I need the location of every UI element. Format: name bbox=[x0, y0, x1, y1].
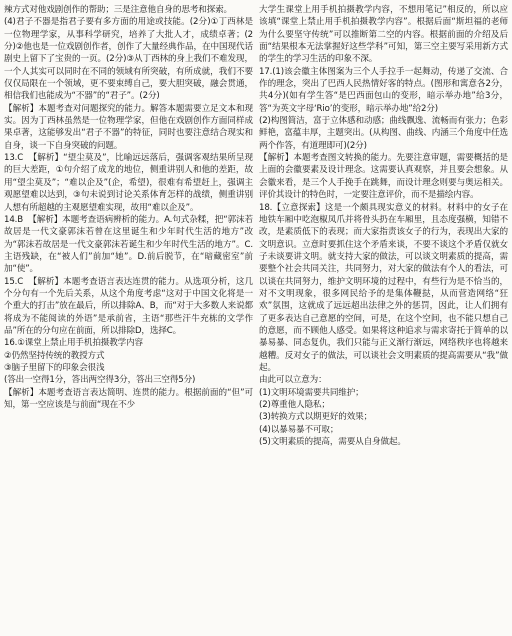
left-column bbox=[4, 4, 253, 634]
paragraph: 15.C 【解析】本题考查语言表达连贯的能力。从选项分析，这几个分句有一个先后关系，从这个角度考虑“这对于中国文化将是一个重大的打击”放在最后，所以排除A、B，而“对于大多数人来说都将成为不能阅读的外语”是承前省，主语“那些汗牛充栋的文学作品”所在的分句应在前面，所以排除D，选择C。 bbox=[4, 276, 253, 336]
paragraph: 由此可以立意为： bbox=[259, 375, 327, 386]
paragraph: 18.【立意探索】这是一个颇具现实意义的材料。材料中的女子在地铁车厢中吃泡椒凤爪并将骨头扔在车厢里，且态度强横，知错不改，是素质低下的表现；而大家指责该女子的行为，表现出大家的文明意识。立意时要抓住这个矛盾来谈，不要不谈这个矛盾仅就女子未谈要讲文明。就支持大家的做法，可以谈文明素质的提高，需要整个社会共同关注，共同努力，对大家的做法有个人的看法，可以谈在共同努力，维护文明环境的过程中，有些行为是不恰当的，对不文明现象，很多网民给予的是集体鞭挞，从而营造网络“狂欢”氛围，这就成了远远超出法律之外的惩罚，因此，让人们拥有了更多表达自己意愿的空间，可是，在这个空间，也不能只想自己的意愿，而不顾他人感受。如果将这种追求与需求寄托于简单的以暴易暴、同态复仇，我们只能与正义渐行渐远，网络秩序也将越来越糟。反对女子的做法，可以谈社会文明素质的提高需要从“我”做起。 bbox=[259, 202, 508, 373]
paragraph: 17.(1)该会徽主体图案为三个人手拉手一起舞动，传递了交流、合作的理念，突出了巴西人民热情好客的特点。(图形和寓意各2分，共4分)(如有学生答“是巴西面包山的变形，暗示举办地”给3分，答“为英文字母‘Rio’的变形，暗示举办地”给2分) bbox=[259, 66, 508, 114]
paragraph: 14.B 【解析】本题考查语病辨析的能力。A.句式杂糅，把“郭沫若故居是一代文豪郭沫若曾在这里诞生和少年时代生活的地方”改为“郭沫若故居是一代文豪郭沫若诞生和少年时代生活的地方”。C.主语残缺，在“被人们”前加“她”。D.前后脱节，在“暗藏密室”前加“使”。 bbox=[4, 214, 253, 275]
paragraph: 辣方式对他戏剧创作的帮助；三是注意他自身的思考和探索。 bbox=[4, 5, 232, 15]
paragraph: (2)尊重他人隐私； bbox=[259, 400, 330, 410]
paragraph: 【解析】本题考查语言表达简明、连贯的能力。根据前面的“但”可知，第一空应该是与前面“现在不少 bbox=[4, 387, 253, 410]
paragraph: (答出一空得1分，答出两空得3分，答出三空得5分) bbox=[4, 375, 196, 386]
paragraph: (4)君子不器是指君子要有多方面的用途或技能。(2分)①丁西林是一位物理学家，从事科学研究，培养了大批人才，成绩卓著；(2分)②他也是一位戏剧创作者，创作了大量经典作品，在中国现代话剧史上留下了宝贵的一页。(2分)③从丁西林的身上我们不难发现，一个人其实可以同时在不同的领域有所突破，有所成就，我们不要仅仅局限在一个领域，更不要束缚自己，要大胆突破，融会贯通，相信我们也能成为“不器”的“君子”。(2分) bbox=[4, 17, 253, 102]
paragraph: 13.C 【解析】“望尘莫及”，比喻远远落后，强调客观结果所呈现的巨大差距，①句介绍了成龙的地位，侧重讲别人和他的差距，故用“望尘莫及”；“难以企及”(企，希望)，很难有希望赶上，强调主观愿望难以达到，③句未说到讨论关系体育怎样的战绩，侧重讲别人想有所超越的主观愿望难实现，故用“难以企及”。 bbox=[4, 153, 253, 213]
paragraph: (3)转换方式以期更好的效果； bbox=[259, 412, 373, 423]
paragraph: (5)文明素质的提高，需要从自身做起。 bbox=[259, 437, 406, 448]
paragraph: ③脑子里留下的印象会很浅 bbox=[4, 362, 105, 373]
paragraph: (2)构图简洁，富于立体感和动感；曲线飘逸、流畅而有张力；色彩鲜艳，富蕴丰厚，主题突出。(从构图、曲线、内涵三个角度中任选两个作答，有道理即可)(2分) bbox=[259, 116, 508, 151]
paragraph: 16.①课堂上禁止用手机拍摄教学内容 bbox=[4, 338, 143, 349]
paragraph: 【解析】本题考查图文转换的能力。先要注意审题，需要概括的是上面的会徽要素及设计理念。这需要认真观察，并且要会想象。从会徽来看，是三个人手挽手在跳舞，而设计理念则要与奥运相关。评价其设计的特色时，一定要注意评价，而不是描绘内容。 bbox=[259, 153, 508, 201]
paragraph: 【解析】本题考查对问题探究的能力。解答本题需要立足文本和现实。因为丁西林虽然是一位物理学家，但他在戏剧创作方面同样成果卓著，这能够发出“君子不器”的特征，同时也要注意结合现实和自身，谈一下自身突破的问题。 bbox=[4, 103, 253, 151]
paragraph: ②仍然坚持传统的教授方式 bbox=[4, 350, 105, 361]
paragraph: (1)文明环境需要共同维护； bbox=[259, 387, 364, 398]
right-column bbox=[259, 4, 508, 634]
paragraph: 大学生课堂上用手机拍摄教学内容，不想用笔记”相反的，所以应该填“课堂上禁止用手机拍摄教学内容”。根据后面“斯坦福的老师为什么要坚守传统”可以推断第二空的内容。根据前面的介绍及后面“结果根本无法掌握好这些学科”可知，第三空主要写采用新方式的学生的学习生活的印象不深。 bbox=[259, 5, 508, 65]
paragraph: (4)以暴易暴不可取； bbox=[259, 424, 339, 435]
